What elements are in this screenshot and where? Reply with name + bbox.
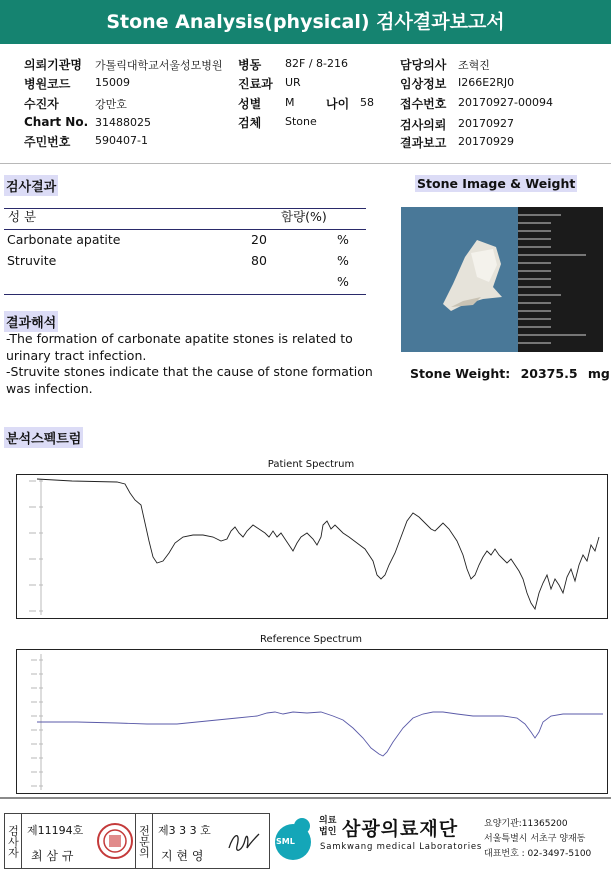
patient-spectrum-plot <box>16 474 608 619</box>
interpretation-section-title: 결과해석 <box>4 311 58 332</box>
label-request-date: 검사의뢰 <box>400 118 447 132</box>
footer-divider <box>0 797 611 799</box>
result-row-2-value: 80 <box>251 253 267 268</box>
value-clinical-info: I266E2RJ0 <box>458 76 515 89</box>
value-request-date: 20170927 <box>458 117 514 130</box>
interpretation-line-1: -The formation of carbonate apatite stones is related to urinary tract infection. <box>6 331 353 363</box>
stone-weight-value: 20375.5 <box>520 366 578 381</box>
spectrum-section-title: 분석스펙트럼 <box>4 427 83 448</box>
seal-stamp <box>96 822 134 860</box>
interpretation-line-2: -Struvite stones indicate that the cause of stone formation was infection. <box>6 364 373 396</box>
sml-logo-text: SML <box>276 837 295 846</box>
result-row-2-name: Struvite <box>7 253 57 268</box>
results-col-content: 함량(%) <box>281 209 327 224</box>
approver-label: 전문의 <box>135 814 153 868</box>
value-sex: M <box>285 96 295 109</box>
examiner-license-no: 제11194호 <box>27 824 84 837</box>
org-code: 요양기관:11365200 <box>484 819 568 829</box>
results-table-bottom-rule <box>4 294 366 295</box>
result-row-2-unit: % <box>337 253 349 268</box>
patient-spectrum-line <box>37 479 599 609</box>
patient-spectrum-title: Patient Spectrum <box>267 459 355 470</box>
org-name: 삼광의료재단 <box>342 818 459 840</box>
reference-spectrum-ytick-labels <box>31 660 37 786</box>
stone-weight <box>410 366 610 381</box>
org-name-en: Samkwang medical Laboratories <box>320 842 483 852</box>
label-report-date: 결과보고 <box>400 136 447 150</box>
label-hospital-code: 병원코드 <box>24 77 71 91</box>
label-patient-name: 수진자 <box>24 97 59 111</box>
results-col-component: 성 분 <box>8 209 37 224</box>
value-patient-name: 강만호 <box>95 98 127 111</box>
label-department: 진료과 <box>238 77 273 91</box>
info-divider <box>0 163 611 164</box>
org-address: 서울특별시 서초구 양재동 <box>484 834 586 844</box>
results-table-header-rule <box>4 229 366 230</box>
result-row-1-name: Carbonate apatite <box>7 232 121 247</box>
approver-name: 지 현 영 <box>161 849 204 863</box>
value-department: UR <box>285 76 301 89</box>
stone-weight-label: Stone Weight: <box>410 366 511 381</box>
examiner-name: 최 삼 규 <box>31 849 74 863</box>
org-phone: 대표번호 : 02-3497-5100 <box>484 849 592 859</box>
result-row-1-value: 20 <box>251 232 267 247</box>
patient-spectrum-yaxis <box>39 479 43 615</box>
label-chart-no: Chart No. <box>24 115 89 129</box>
value-requesting-institution: 가톨릭대학교서울성모병원 <box>95 59 223 72</box>
report-title: Stone Analysis(physical) 검사결과보고서 <box>0 0 611 44</box>
label-ward: 병동 <box>238 58 262 72</box>
label-age: 나이 <box>326 97 350 111</box>
stone-section-title: Stone Image & Weight <box>417 176 576 191</box>
signature-box <box>4 813 270 869</box>
approver-signature <box>225 824 265 858</box>
label-clinical-info: 임상정보 <box>400 77 447 91</box>
value-chart-no: 31488025 <box>95 116 151 129</box>
label-requesting-institution: 의뢰기관명 <box>24 58 82 72</box>
reference-spectrum-svg <box>17 650 607 793</box>
result-row-1-unit: % <box>337 232 349 247</box>
value-resident-no: 590407-1 <box>95 134 148 147</box>
approver-license-no: 제3 3 3 호 <box>158 824 211 837</box>
patient-spectrum-ytick-labels <box>29 481 36 611</box>
value-hospital-code: 15009 <box>95 76 130 89</box>
value-ward: 82F / 8-216 <box>285 57 348 70</box>
label-resident-no: 주민번호 <box>24 135 71 149</box>
label-receipt-no: 접수번호 <box>400 97 447 111</box>
stone-photo <box>401 207 603 352</box>
org-legal-prefix: 의료법인 <box>319 816 337 837</box>
patient-spectrum-svg <box>17 475 607 618</box>
result-row-3-unit: % <box>337 274 349 289</box>
examiner-label: 검사자 <box>5 814 22 868</box>
patient-info <box>0 52 611 152</box>
results-section-title: 검사결과 <box>4 175 58 196</box>
label-specimen: 검체 <box>238 116 262 130</box>
label-physician: 담당의사 <box>400 58 447 72</box>
reference-spectrum-line <box>37 712 603 756</box>
value-receipt-no: 20170927-00094 <box>458 96 553 109</box>
reference-spectrum-title: Reference Spectrum <box>260 634 362 645</box>
value-report-date: 20170929 <box>458 135 514 148</box>
value-age: 58 <box>360 96 374 109</box>
reference-spectrum-plot <box>16 649 608 794</box>
stone-weight-unit: mg <box>587 366 610 381</box>
label-sex: 성별 <box>238 97 262 111</box>
value-physician: 조혁진 <box>458 59 490 72</box>
value-specimen: Stone <box>285 115 317 128</box>
